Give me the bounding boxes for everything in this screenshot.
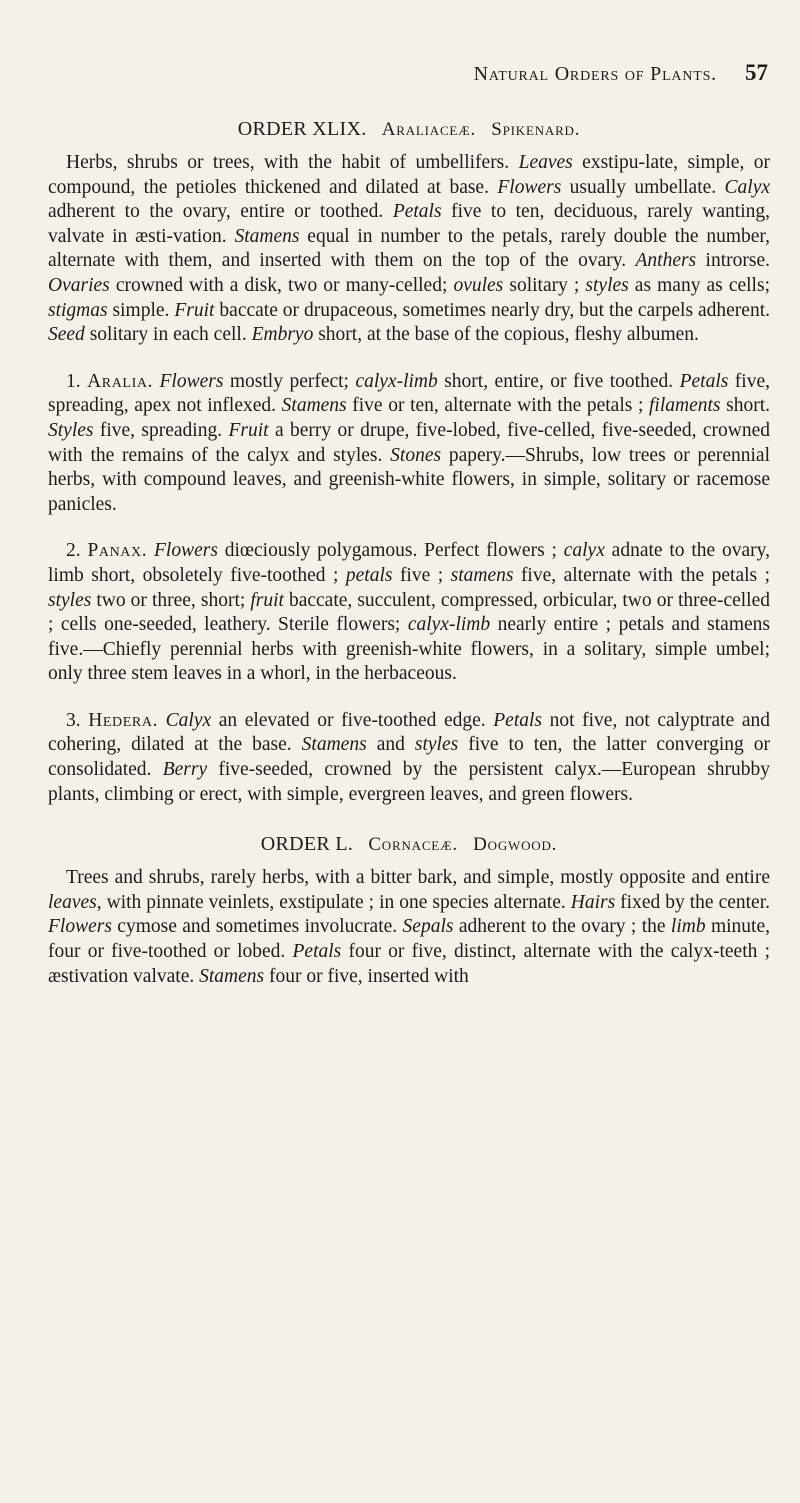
- text-run: baccate, succulent, compressed, orbicular, two or three-celled ; cells one-seeded, leathery. Sterile flowers;: [48, 589, 770, 636]
- italic-term: styles: [585, 274, 629, 296]
- italic-term: calyx-limb: [407, 614, 491, 636]
- italic-term: stigmas: [48, 299, 108, 321]
- text-run: solitary ;: [503, 274, 586, 296]
- italic-term: calyx: [563, 540, 605, 562]
- italic-term: Flowers: [497, 176, 562, 198]
- text-run: , with pinnate veinlets, exstipulate ; in one species alternate.: [96, 891, 571, 913]
- italic-term: filaments: [649, 395, 721, 417]
- text-run: five to ten, deciduous, rarely wanting, valvate in æsti-vation.: [48, 201, 771, 247]
- text-run: four or five, distinct, alternate with the calyx-teeth ; æstivation valvate.: [48, 941, 770, 987]
- italic-term: Petals: [292, 941, 342, 963]
- italic-term: Stamens: [281, 395, 347, 417]
- text-run: fixed by the center.: [615, 891, 770, 913]
- italic-term: Petals: [679, 370, 729, 392]
- italic-term: Ovaries: [48, 274, 110, 296]
- italic-term: Calyx: [165, 709, 212, 731]
- text-run: four or five, inserted with: [264, 965, 469, 987]
- order-heading-49: [48, 118, 770, 141]
- text-run: crowned with a disk, two or many-celled;: [109, 274, 454, 296]
- italic-term: Berry: [162, 759, 208, 781]
- genus-entry-hedera: [48, 709, 770, 807]
- genus-number: 2.: [66, 540, 81, 562]
- text-run: short, entire, or five toothed.: [437, 370, 680, 392]
- order-number: ORDER L.: [260, 833, 354, 856]
- text-run: as many as cells;: [628, 274, 770, 296]
- order-common-name: Dogwood.: [473, 834, 558, 856]
- running-title: Natural Orders of Plants.: [473, 63, 717, 85]
- text-run: an elevated or five-toothed edge.: [211, 709, 494, 731]
- italic-term: Sepals: [402, 916, 454, 938]
- italic-term: leaves: [48, 891, 97, 913]
- italic-term: Anthers: [635, 250, 697, 272]
- italic-term: Flowers: [159, 370, 224, 392]
- italic-term: Fruit: [174, 299, 215, 321]
- italic-term: Flowers: [154, 540, 218, 562]
- text-run: five, spreading.: [93, 419, 229, 441]
- genus-name: Panax.: [87, 540, 148, 562]
- text-run: five, alternate with the petals ;: [513, 564, 771, 586]
- order-family-name: Araliaceæ.: [381, 119, 477, 140]
- text-run: nearly entire ; petals and stamens five.—Chiefly perennial herbs with greenish-white flowers, in a solitary, simple umbel; only three stem leaves in a whorl, in the herbaceous.: [48, 614, 770, 685]
- genus-description: [48, 371, 770, 515]
- italic-term: Embryo: [251, 324, 314, 346]
- genus-entry-aralia: [48, 370, 770, 518]
- text-run: exstipu-late, simple, or compound, the petioles thickened and dilated at base.: [48, 152, 771, 198]
- italic-term: fruit: [250, 589, 284, 611]
- text-run: adherent to the ovary ; the: [453, 916, 671, 938]
- text-run: mostly perfect;: [223, 370, 356, 392]
- genus-number: 1.: [66, 370, 81, 392]
- text-run: simple.: [107, 299, 175, 321]
- genus-entry-panax: [48, 539, 770, 687]
- text-run: diœciously polygamous. Perfect flowers ;: [217, 540, 564, 562]
- text-run: Herbs, shrubs or trees, with the habit of umbellifers.: [66, 152, 519, 173]
- italic-term: Leaves: [518, 152, 573, 173]
- text-run: equal in number to the petals, rarely double the number, alternate with them, and inserted with them on the top of the ovary.: [48, 225, 770, 272]
- italic-term: Petals: [392, 201, 442, 223]
- text-run: adnate to the ovary, limb short, obsoletely five-toothed ;: [48, 540, 770, 586]
- genus-name: Aralia.: [87, 370, 154, 392]
- order-common-name: Spikenard.: [491, 119, 581, 140]
- order-description: [48, 866, 770, 989]
- text-run: Trees and shrubs, rarely herbs, with a bitter bark, and simple, mostly opposite and entire: [66, 867, 770, 889]
- italic-term: Fruit: [228, 419, 269, 441]
- running-header: [48, 60, 768, 98]
- text-run: five to ten, the latter converging or consolidated.: [48, 734, 770, 781]
- italic-term: Stamens: [301, 734, 367, 756]
- order-family-name: Cornaceæ.: [368, 834, 458, 856]
- text-run: not five, not calyptrate and cohering, dilated at the base.: [48, 709, 770, 756]
- text-run: solitary in each cell.: [84, 324, 252, 346]
- italic-term: Styles: [48, 419, 94, 441]
- italic-term: Hairs: [570, 891, 616, 913]
- text-run: short, at the base of the copious, fleshy albumen.: [313, 324, 699, 346]
- text-run: and: [366, 734, 415, 756]
- genus-number: 3.: [66, 709, 81, 731]
- italic-term: styles: [48, 589, 92, 611]
- page-number: 57: [745, 60, 768, 85]
- italic-term: styles: [414, 734, 459, 756]
- text-run: five-seeded, crowned by the persistent calyx.—European shrubby plants, climbing or erect, with simple, evergreen leaves, and green flowers.: [48, 759, 770, 805]
- text-run: minute, four or five-toothed or lobed.: [48, 916, 770, 963]
- text-run: short.: [720, 395, 770, 417]
- order-number: ORDER XLIX.: [237, 118, 367, 140]
- italic-term: petals: [345, 564, 393, 586]
- genus-name: Hedera.: [88, 709, 159, 731]
- text-run: a berry or drupe, five-lobed, five-celled, five-seeded, crowned with the remains of the calyx and styles.: [48, 419, 770, 466]
- italic-term: Stamens: [199, 965, 265, 987]
- text-run: five ;: [392, 564, 451, 586]
- italic-term: stamens: [450, 564, 514, 586]
- text-run: cymose and sometimes involucrate.: [111, 916, 403, 938]
- text-run: two or three, short;: [91, 589, 251, 611]
- italic-term: ovules: [453, 274, 504, 296]
- text-run: five or ten, alternate with the petals ;: [346, 395, 649, 417]
- order-heading-50: [48, 833, 770, 856]
- text-run: adherent to the ovary, entire or toothed.: [48, 201, 393, 223]
- italic-term: Flowers: [48, 916, 112, 938]
- text-run: papery.—Shrubs, low trees or perennial herbs, with compound leaves, and greenish-white flowers, in simple, solitary or racemose panicles.: [48, 444, 771, 515]
- italic-term: Calyx: [724, 176, 771, 198]
- genus-list: [48, 370, 770, 808]
- italic-term: Seed: [48, 324, 85, 346]
- genus-description: [48, 540, 770, 684]
- italic-term: Petals: [493, 709, 542, 731]
- order-description: [48, 151, 770, 348]
- text-run: usually umbellate.: [561, 176, 725, 198]
- text-run: baccate or drupaceous, sometimes nearly dry, but the carpels adherent.: [214, 299, 770, 321]
- italic-term: calyx-limb: [355, 370, 438, 392]
- text-run: five, spreading, apex not inflexed.: [48, 370, 770, 417]
- text-run: introrse.: [696, 250, 770, 272]
- italic-term: limb: [670, 916, 706, 938]
- italic-term: Stones: [390, 444, 442, 466]
- italic-term: Stamens: [234, 225, 300, 247]
